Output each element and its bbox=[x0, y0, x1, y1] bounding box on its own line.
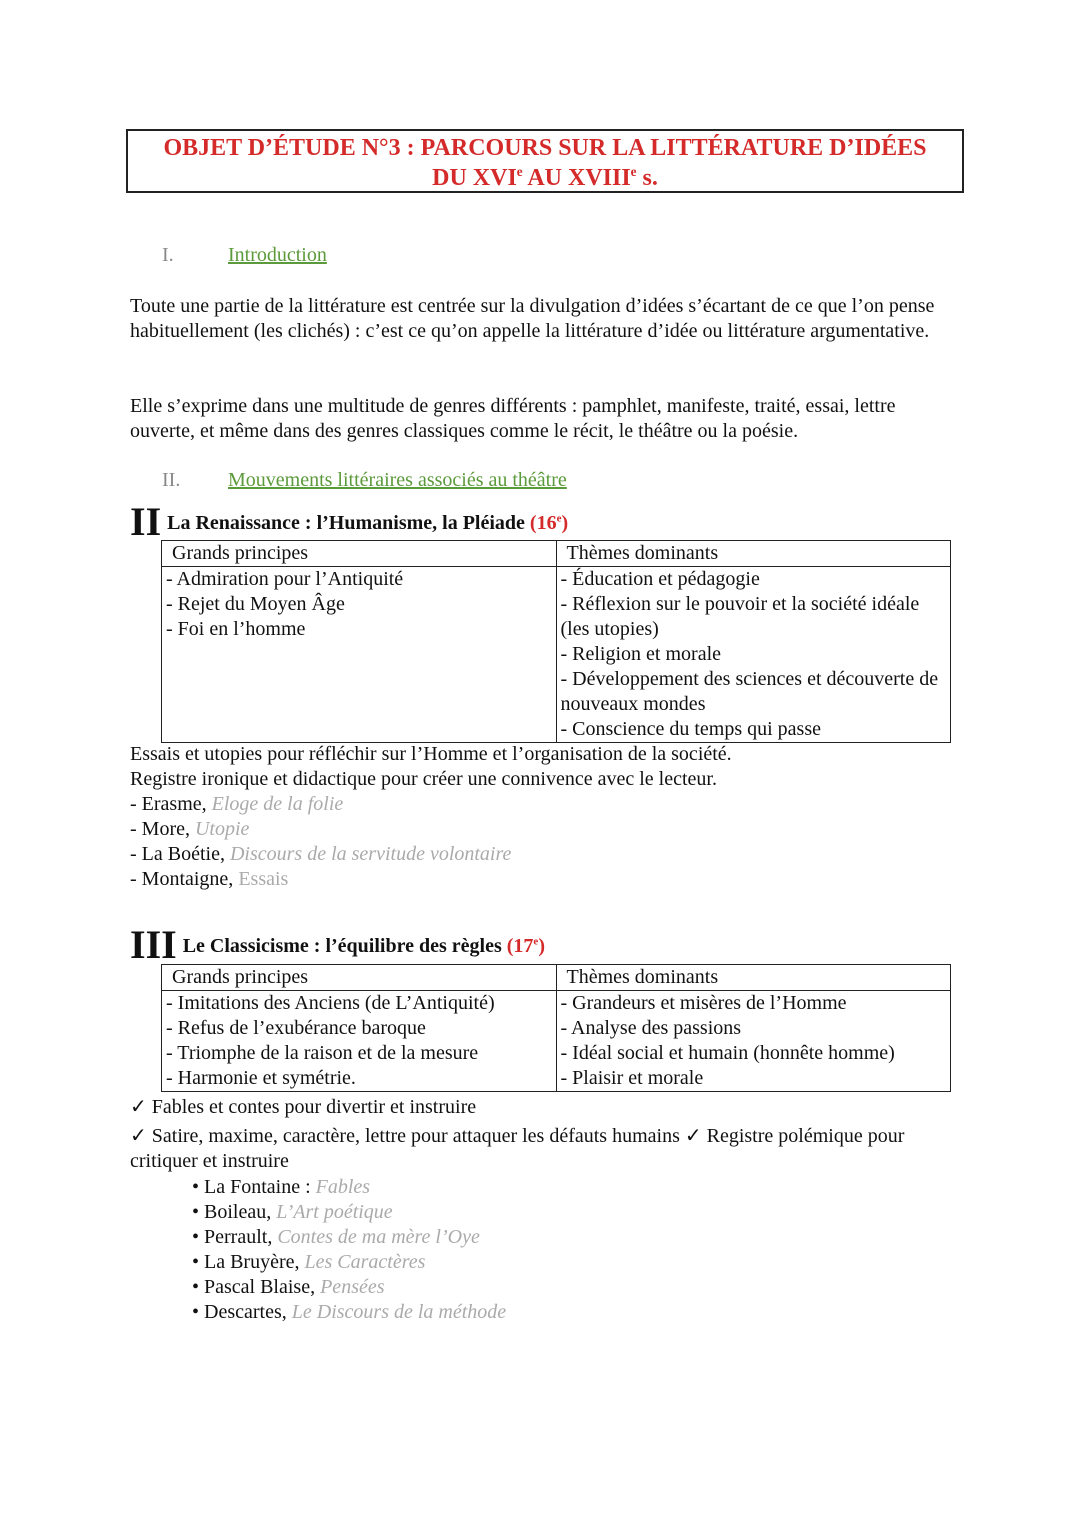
author-name: • Pascal Blaise, bbox=[192, 1276, 321, 1298]
renaissance-table bbox=[161, 540, 951, 743]
principes-cell bbox=[162, 991, 557, 1092]
renaissance-notes bbox=[130, 742, 732, 892]
work-title: L’Art poétique bbox=[276, 1201, 393, 1223]
work-title: Eloge de la folie bbox=[211, 793, 344, 815]
table-row bbox=[162, 991, 951, 1092]
note-line: Registre ironique et didactique pour créer une connivence avec le lecteur. bbox=[130, 768, 717, 790]
author-name: • Perrault, bbox=[192, 1226, 278, 1248]
section-heading-introduction bbox=[162, 244, 327, 267]
list-item: - Harmonie et symétrie. bbox=[166, 1067, 356, 1089]
work-title: Discours de la servitude volontaire bbox=[229, 843, 512, 865]
author-name: - La Boétie, bbox=[130, 843, 230, 865]
title-part: DU XVI bbox=[432, 165, 517, 191]
work-title: Utopie bbox=[194, 818, 250, 840]
list-item: - Éducation et pédagogie bbox=[560, 568, 760, 590]
section-heading-mouvements bbox=[162, 469, 567, 492]
work-title: Fables bbox=[315, 1176, 371, 1198]
col-header-principes: Grands principes bbox=[162, 541, 557, 567]
author-name: • La Fontaine : bbox=[192, 1176, 316, 1198]
intro-paragraph-1: Toute une partie de la littérature est centrée sur la divulgation d’idées s’écartant de ce que l’on pense habituellement (les clichés) : c’est ce qu’on appelle la littérature d’idée ou littérature argumentative. bbox=[130, 295, 935, 342]
list-item: - Religion et morale bbox=[560, 643, 722, 665]
roman-numeral: II bbox=[130, 499, 162, 544]
themes-cell bbox=[556, 991, 951, 1092]
title-line-1: OBJET D’ÉTUDE N°3 : PARCOURS SUR LA LITTÉRATURE D’IDÉES bbox=[163, 135, 927, 161]
list-item: - Admiration pour l’Antiquité bbox=[166, 568, 404, 590]
period-part: (16 bbox=[529, 512, 557, 534]
author-item bbox=[130, 817, 732, 842]
section-number: II. bbox=[162, 469, 181, 491]
list-item: - Idéal social et humain (honnête homme) bbox=[560, 1042, 895, 1064]
list-item: - Grandeurs et misères de l’Homme bbox=[560, 992, 847, 1014]
document-title bbox=[126, 129, 964, 193]
check-line: ✓ Satire, maxime, caractère, lettre pour attaquer les défauts humains ✓ Registre polémique pour critiquer et instruire bbox=[130, 1125, 905, 1172]
work-title: Les Caractères bbox=[304, 1251, 426, 1273]
list-item: - Rejet du Moyen Âge bbox=[166, 593, 345, 615]
classicisme-notes bbox=[130, 1095, 960, 1174]
part-title-text: Le Classicisme : l’équilibre des règles bbox=[182, 935, 502, 957]
work-title: Le Discours de la méthode bbox=[291, 1301, 507, 1323]
period-label bbox=[530, 512, 568, 534]
author-item bbox=[192, 1275, 506, 1300]
author-name: - Erasme, bbox=[130, 793, 212, 815]
author-name: - More, bbox=[130, 818, 195, 840]
col-header-themes: Thèmes dominants bbox=[556, 965, 951, 991]
list-item: - Triomphe de la raison et de la mesure bbox=[166, 1042, 479, 1064]
classicisme-heading bbox=[130, 921, 545, 968]
author-item bbox=[192, 1200, 506, 1225]
author-name: • La Bruyère, bbox=[192, 1251, 305, 1273]
period-sup: e bbox=[556, 512, 562, 525]
author-name: • Descartes, bbox=[192, 1301, 292, 1323]
section-label: Introduction bbox=[228, 244, 327, 266]
title-part: s. bbox=[636, 165, 658, 191]
period-sup: e bbox=[533, 935, 539, 948]
period-part: ) bbox=[561, 512, 569, 534]
author-item bbox=[192, 1300, 506, 1325]
list-item: - Plaisir et morale bbox=[560, 1067, 704, 1089]
note-line: Essais et utopies pour réfléchir sur l’Homme et l’organisation de la société. bbox=[130, 743, 732, 765]
work-title: Essais bbox=[238, 868, 289, 890]
list-item: - Développement des sciences et découverte de nouveaux mondes bbox=[560, 668, 939, 715]
principes-cell bbox=[162, 567, 557, 743]
title-line-2 bbox=[128, 163, 962, 193]
author-item bbox=[192, 1225, 506, 1250]
table-row bbox=[162, 567, 951, 743]
part-title-text: La Renaissance : l’Humanisme, la Pléiade bbox=[167, 512, 525, 534]
roman-numeral: III bbox=[130, 922, 177, 967]
col-header-principes: Grands principes bbox=[162, 965, 557, 991]
classicisme-authors bbox=[192, 1175, 506, 1325]
period-part: (17 bbox=[506, 935, 534, 957]
list-item: - Imitations des Anciens (de L’Antiquité) bbox=[166, 992, 495, 1014]
list-item: - Foi en l’homme bbox=[166, 618, 306, 640]
intro-paragraph-2: Elle s’exprime dans une multitude de genres différents : pamphlet, manifeste, traité, essai, lettre ouverte, et même dans des genres classiques comme le récit, le théâtre ou la poésie. bbox=[130, 395, 896, 442]
list-item: - Réflexion sur le pouvoir et la société idéale (les utopies) bbox=[560, 593, 920, 640]
author-item bbox=[130, 867, 732, 892]
author-name: - Montaigne, bbox=[130, 868, 239, 890]
table-header-row bbox=[162, 965, 951, 991]
title-sup: e bbox=[516, 164, 523, 179]
list-item: - Analyse des passions bbox=[560, 1017, 742, 1039]
period-part: ) bbox=[538, 935, 545, 957]
renaissance-heading bbox=[130, 498, 568, 545]
period-label bbox=[507, 935, 545, 957]
title-part: AU XVIII bbox=[522, 165, 631, 191]
author-item bbox=[130, 842, 732, 867]
list-item: - Refus de l’exubérance baroque bbox=[166, 1017, 426, 1039]
work-title: Contes de ma mère l’Oye bbox=[277, 1226, 480, 1248]
list-item: - Conscience du temps qui passe bbox=[560, 718, 821, 740]
table-header-row bbox=[162, 541, 951, 567]
section-number: I. bbox=[162, 244, 174, 266]
check-line: ✓ Fables et contes pour divertir et instruire bbox=[130, 1096, 477, 1118]
title-sup: e bbox=[630, 164, 637, 179]
classicisme-table bbox=[161, 964, 951, 1092]
section-label: Mouvements littéraires associés au théâtre bbox=[228, 469, 567, 491]
col-header-themes: Thèmes dominants bbox=[556, 541, 951, 567]
author-item bbox=[192, 1175, 506, 1200]
author-item bbox=[130, 792, 732, 817]
work-title: Pensées bbox=[320, 1276, 385, 1298]
author-name: • Boileau, bbox=[192, 1201, 277, 1223]
themes-cell bbox=[556, 567, 951, 743]
author-item bbox=[192, 1250, 506, 1275]
